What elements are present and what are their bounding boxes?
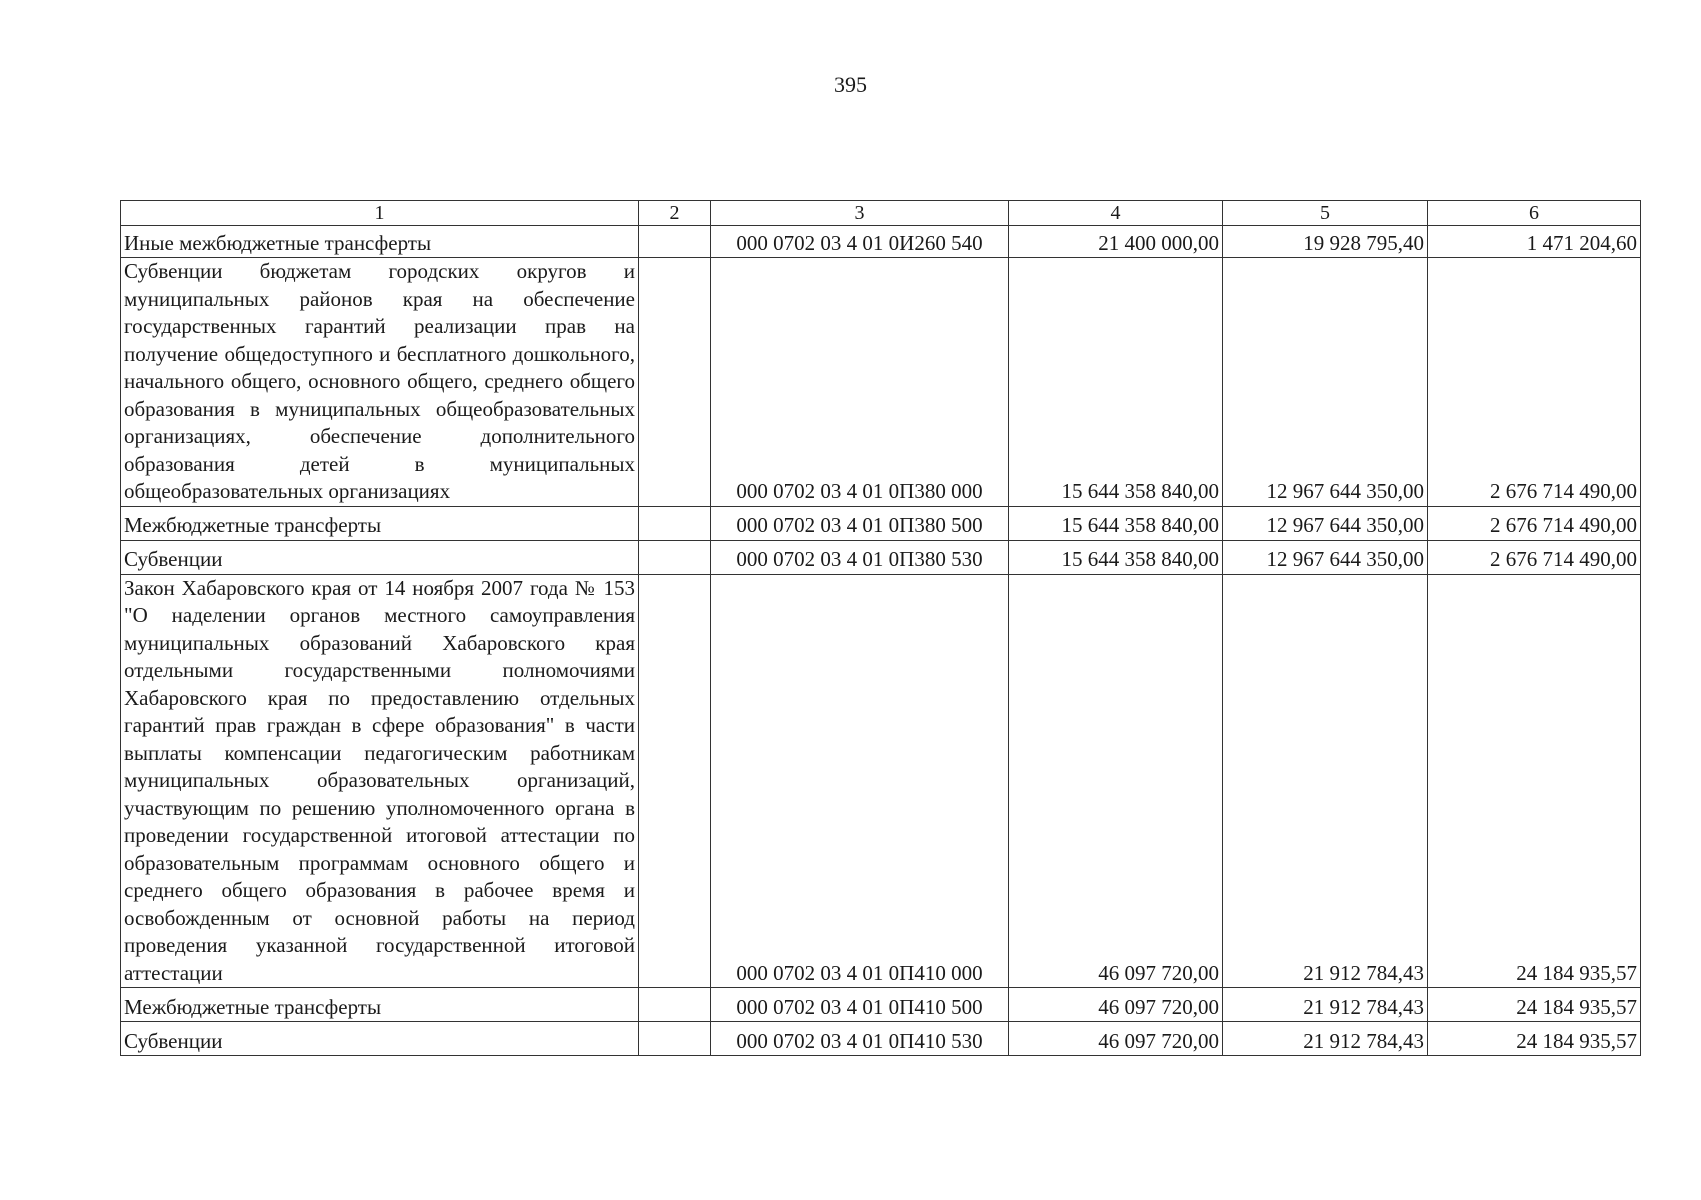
row-code: 000 0702 03 4 01 0П410 000 [711,574,1009,988]
row-col5: 12 967 644 350,00 [1223,506,1428,540]
row-col4: 46 097 720,00 [1009,1022,1223,1056]
column-header-4: 4 [1009,201,1223,226]
table-header-row [121,201,1641,226]
table-row [121,506,1641,540]
row-name: Субвенции [121,540,639,574]
row-name: Субвенции [121,1022,639,1056]
row-name: Субвенции бюджетам городских округов и муниципальных районов края на обеспечение государственных гарантий реализации прав на получение общедоступного и бесплатного дошкольного, начального общего, основного общего, среднего общего образования в муниципальных общеобразовательных организациях, обеспечение дополнительного образования детей в муниципальных общеобразовательных организациях [121,258,639,507]
row-code: 000 0702 03 4 01 0П410 500 [711,988,1009,1022]
row-code: 000 0702 03 4 01 0П380 500 [711,506,1009,540]
row-col5: 19 928 795,40 [1223,226,1428,258]
row-name: Закон Хабаровского края от 14 ноября 2007 года № 153 "О наделении органов местного самоуправления муниципальных образований Хабаровского края отдельными государственными полномочиями Хабаровского края по предоставлению отдельных гарантий прав граждан в сфере образования" в части выплаты компенсации педагогическим работникам муниципальных образовательных организаций, участвующим по решению уполномоченного органа в проведении государственной итоговой аттестации по образовательным программам основного общего и среднего общего образования в рабочее время и освобожденным от основной работы на период проведения указанной государственной итоговой аттестации [121,574,639,988]
row-name: Межбюджетные трансферты [121,506,639,540]
row-col4: 15 644 358 840,00 [1009,540,1223,574]
row-col5: 21 912 784,43 [1223,1022,1428,1056]
row-col2 [639,506,711,540]
page-number: 395 [834,72,867,97]
row-code: 000 0702 03 4 01 0П380 000 [711,258,1009,507]
row-code: 000 0702 03 4 01 0П380 530 [711,540,1009,574]
row-col2 [639,574,711,988]
row-code: 000 0702 03 4 01 0И260 540 [711,226,1009,258]
row-col5: 21 912 784,43 [1223,988,1428,1022]
row-col6: 24 184 935,57 [1428,988,1641,1022]
row-col2 [639,540,711,574]
table-row [121,258,1641,507]
row-col4: 15 644 358 840,00 [1009,506,1223,540]
table-row [121,1022,1641,1056]
table-row [121,226,1641,258]
table-row [121,988,1641,1022]
row-col4: 15 644 358 840,00 [1009,258,1223,507]
row-col6: 1 471 204,60 [1428,226,1641,258]
column-header-2: 2 [639,201,711,226]
row-col5: 12 967 644 350,00 [1223,540,1428,574]
row-col2 [639,226,711,258]
row-name: Иные межбюджетные трансферты [121,226,639,258]
table-row [121,574,1641,988]
row-col6: 2 676 714 490,00 [1428,506,1641,540]
row-name: Межбюджетные трансферты [121,988,639,1022]
row-col5: 12 967 644 350,00 [1223,258,1428,507]
row-col2 [639,1022,711,1056]
column-header-6: 6 [1428,201,1641,226]
row-col2 [639,258,711,507]
row-code: 000 0702 03 4 01 0П410 530 [711,1022,1009,1056]
row-col4: 46 097 720,00 [1009,988,1223,1022]
row-col6: 24 184 935,57 [1428,574,1641,988]
row-col4: 46 097 720,00 [1009,574,1223,988]
row-col6: 24 184 935,57 [1428,1022,1641,1056]
table-row [121,540,1641,574]
row-col2 [639,988,711,1022]
column-header-1: 1 [121,201,639,226]
row-col4: 21 400 000,00 [1009,226,1223,258]
column-header-3: 3 [711,201,1009,226]
row-col6: 2 676 714 490,00 [1428,540,1641,574]
budget-table [120,200,1641,1056]
row-col6: 2 676 714 490,00 [1428,258,1641,507]
column-header-5: 5 [1223,201,1428,226]
row-col5: 21 912 784,43 [1223,574,1428,988]
